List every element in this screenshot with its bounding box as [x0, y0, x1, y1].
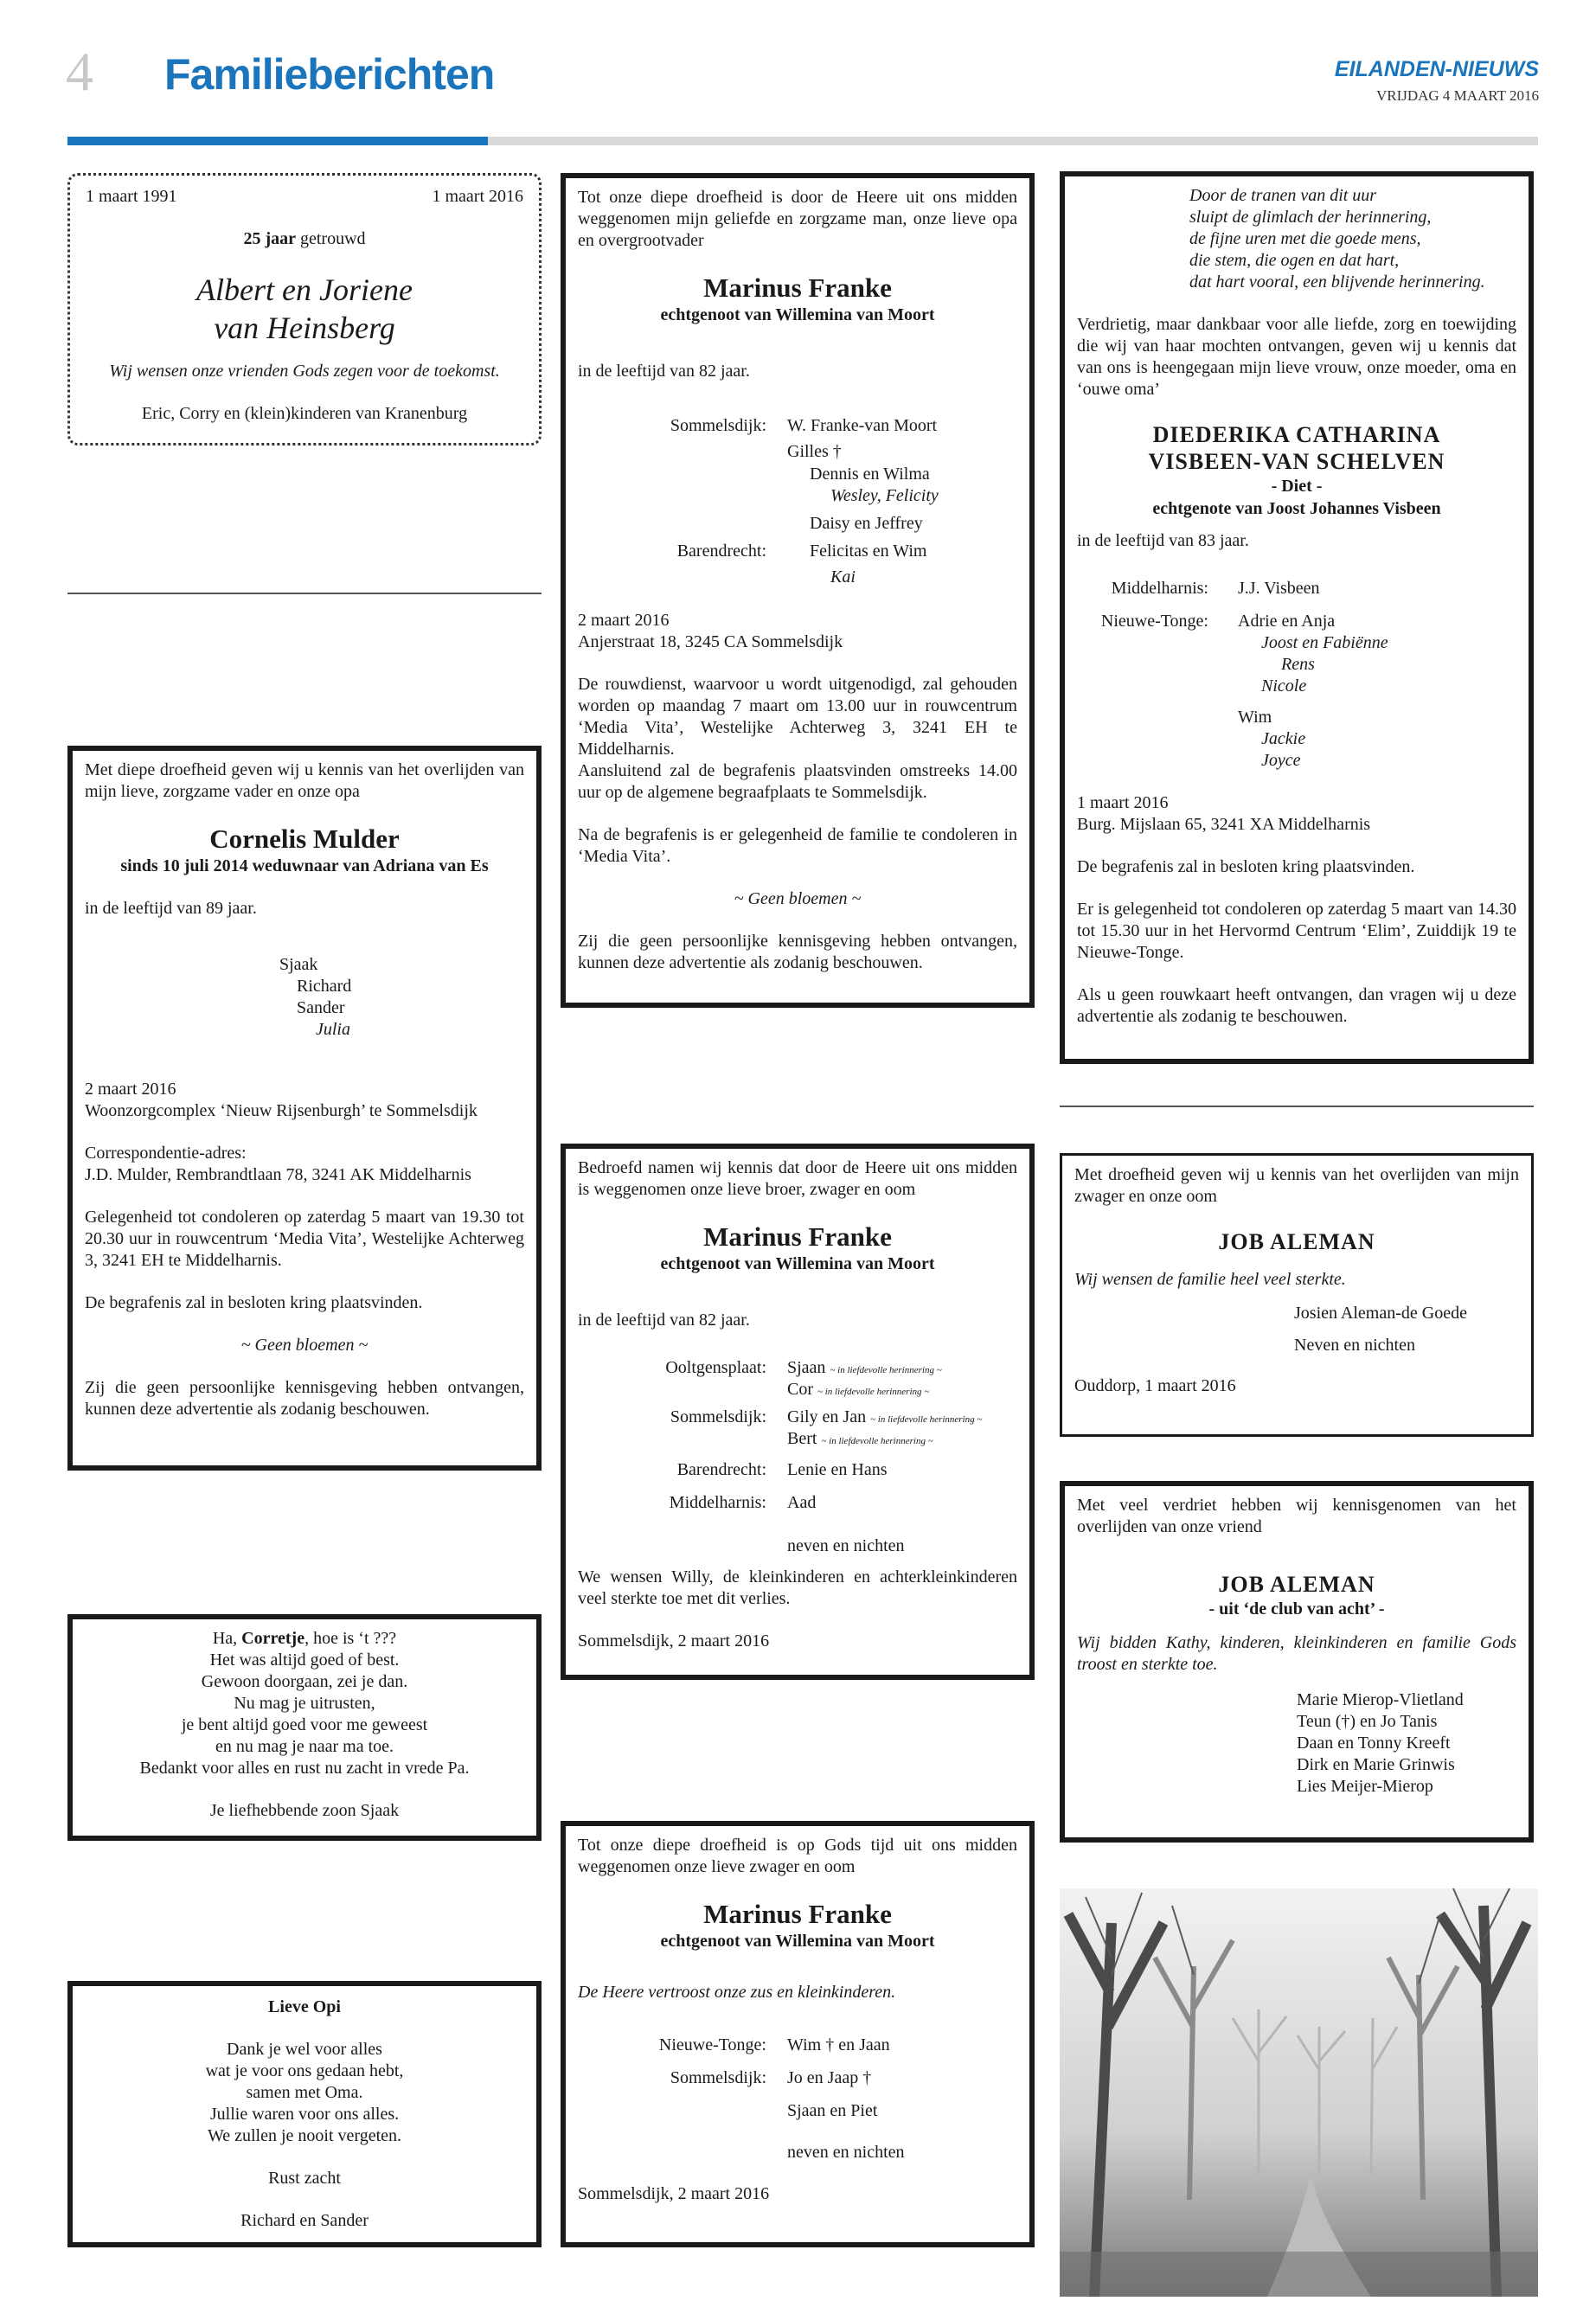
- franke3-subtitle: echtgenoot van Willemina van Moort: [660, 1932, 935, 1951]
- franke3-intro: Tot onze diepe droefheid is op Gods tijd uit ons midden weggenomen onze lieve zwager en oom: [578, 1836, 1017, 1876]
- franke2-place: Sommelsdijk:: [670, 1407, 766, 1426]
- franke1-burial: Aansluitend zal de begrafenis plaatsvinden omstreeks 14.00 uur op de algemene begraafplaats te Sommelsdijk.: [578, 761, 1017, 802]
- franke3-place: Sommelsdijk:: [670, 2068, 766, 2087]
- aleman2-signer: Marie Mierop-Vlietland: [1297, 1690, 1464, 1709]
- mulder-place: Woonzorgcomplex ‘Nieuw Rijsenburgh’ te Sommelsdijk: [85, 1101, 478, 1120]
- corretje-line: Het was altijd goed of best.: [209, 1650, 400, 1670]
- aleman1-signer: Josien Aleman-de Goede: [1294, 1304, 1467, 1323]
- anniversary-wish: Wij wensen onze vrienden Gods zegen voor de toekomst.: [109, 362, 500, 381]
- visbeen-place: Middelharnis:: [1111, 579, 1208, 598]
- franke1-family: W. Franke-van Moort: [787, 416, 938, 435]
- franke1-cards: Zij die geen persoonlijke kennisgeving hebben ontvangen, kunnen deze advertentie als zodanig beschouwen.: [578, 932, 1017, 972]
- corretje-line: Bedankt voor alles en rust nu zacht in vrede Pa.: [139, 1759, 470, 1778]
- franke3-name-row: Wim † en Jaan: [787, 2035, 890, 2054]
- mulder-cards: Zij die geen persoonlijke kennisgeving hebben ontvangen, kunnen deze advertentie als zodanig beschouwen.: [85, 1378, 524, 1419]
- mulder-date: 2 maart 2016: [85, 1080, 176, 1099]
- franke2-subtitle: echtgenoot van Willemina van Moort: [660, 1254, 935, 1273]
- visbeen-intro: Verdrietig, maar dankbaar voor alle liefde, zorg en toewijding die wij van haar mochten ontvangen, geven wij u kennis dat van ons is heengegaan mijn lieve vrouw, onze moeder, oma en ‘ouwe oma’: [1077, 315, 1516, 399]
- visbeen-family: Wim: [1238, 708, 1272, 727]
- column-rule: [1060, 1106, 1534, 1107]
- franke2-name-row: Lenie en Hans: [787, 1460, 888, 1479]
- aleman2-signer: Dirk en Marie Grinwis: [1297, 1755, 1455, 1774]
- franke1-family: Felicitas en Wim: [810, 542, 927, 561]
- anniversary-notice: [67, 173, 542, 445]
- franke3-name: Marinus Franke: [703, 1899, 892, 1929]
- franke1-intro: Tot onze diepe droefheid is door de Heere uit ons midden weggenomen mijn geliefde en zorgzame man, onze lieve opa en overgrootvader: [578, 188, 1017, 250]
- mulder-flowers: ~ Geen bloemen ~: [240, 1336, 369, 1355]
- franke2-intro: Bedroefd namen wij kennis dat door de Heere uit ons midden is weggenomen onze lieve broer, zwager en oom: [578, 1158, 1017, 1199]
- visbeen-condolence: Er is gelegenheid tot condoleren op zaterdag 5 maart van 14.30 tot 15.30 uur in het Hervormd Centrum ‘Elim’, Zuiddijk 19 te Nieuwe-Tonge.: [1077, 900, 1516, 962]
- anniversary-names-1: Albert en Joriene: [196, 272, 413, 307]
- column-rule: [67, 593, 542, 594]
- mulder-family: Sander: [297, 998, 345, 1017]
- anniversary-names-2: van Heinsberg: [214, 311, 395, 345]
- franke2-name: Marinus Franke: [703, 1221, 892, 1252]
- franke2-place: Middelharnis:: [669, 1493, 766, 1512]
- aleman1-intro: Met droefheid geven wij u kennis van het overlijden van mijn zwager en onze oom: [1074, 1165, 1519, 1206]
- opi-notice: [67, 1981, 542, 2247]
- franke1-name: Marinus Franke: [703, 272, 892, 303]
- opi-signature: Richard en Sander: [240, 2211, 369, 2230]
- mulder-notice: [67, 746, 542, 1471]
- franke2-name-row: neven en nichten: [787, 1536, 905, 1555]
- aleman2-subtitle: - uit ‘de club van acht’ -: [1208, 1599, 1385, 1618]
- franke1-flowers: ~ Geen bloemen ~: [734, 889, 862, 908]
- visbeen-poem-line: Door de tranen van dit uur: [1189, 186, 1377, 205]
- aleman2-intro: Met veel verdriet hebben wij kennisgenomen van het overlijden van onze vriend: [1077, 1496, 1516, 1536]
- visbeen-notice: [1060, 171, 1534, 1064]
- visbeen-family: J.J. Visbeen: [1238, 579, 1320, 598]
- aleman-notice-friends: [1060, 1481, 1534, 1843]
- mulder-name: Cornelis Mulder: [209, 824, 400, 854]
- issue-date: VRIJDAG 4 MAART 2016: [1375, 87, 1539, 104]
- corretje-line: Gewoon doorgaan, zei je dan.: [201, 1672, 408, 1691]
- mulder-funeral: De begrafenis zal in besloten kring plaatsvinden.: [85, 1293, 423, 1312]
- corretje-line: je bent altijd goed voor me geweest: [181, 1715, 428, 1734]
- franke1-family: Gilles †: [787, 442, 842, 461]
- aleman1-signer: Neven en nichten: [1294, 1336, 1415, 1355]
- aleman1-wish: Wij wensen de familie heel veel sterkte.: [1074, 1270, 1346, 1289]
- franke-notice-in-laws: [561, 1821, 1035, 2247]
- corretje-line: en nu mag je naar ma toe.: [215, 1737, 394, 1756]
- anniversary-date-right: 1 maart 2016: [432, 187, 523, 206]
- franke1-subtitle: echtgenoot van Willemina van Moort: [660, 305, 935, 324]
- corretje-notice: [67, 1614, 542, 1841]
- visbeen-family: Adrie en Anja: [1238, 612, 1336, 631]
- franke2-name-row: Cor ~ in liefdevolle herinnering ~: [787, 1380, 930, 1399]
- aleman2-name: JOB ALEMAN: [1218, 1572, 1375, 1597]
- mulder-corr-address: J.D. Mulder, Rembrandtlaan 78, 3241 AK Middelharnis: [85, 1165, 471, 1184]
- franke2-name-row: Bert ~ in liefdevolle herinnering ~: [787, 1429, 933, 1448]
- visbeen-name-1: DIEDERIKA CATHARINA: [1152, 422, 1441, 447]
- visbeen-cards: Als u geen rouwkaart heeft ontvangen, dan vragen wij u deze advertentie als zodanig te beschouwen.: [1077, 985, 1516, 1026]
- franke2-age: in de leeftijd van 82 jaar.: [578, 1311, 750, 1330]
- visbeen-subtitle: echtgenote van Joost Johannes Visbeen: [1152, 499, 1441, 518]
- franke-notice-siblings: [561, 1144, 1035, 1680]
- franke3-wish: De Heere vertroost onze zus en kleinkinderen.: [578, 1983, 896, 2002]
- franke2-wish: We wensen Willy, de kleinkinderen en achterkleinkinderen veel sterkte toe met dit verlies.: [578, 1567, 1017, 1608]
- franke2-name-row: Sjaan ~ in liefdevolle herinnering ~: [787, 1358, 942, 1377]
- visbeen-family: Nicole: [1261, 676, 1307, 695]
- header-rule-accent: [67, 137, 488, 145]
- franke2-name-row: Gily en Jan ~ in liefdevolle herinnering ~: [787, 1407, 983, 1426]
- section-title: Familieberichten: [164, 50, 495, 99]
- franke1-place: Sommelsdijk:: [670, 416, 766, 435]
- anniversary-date-left: 1 maart 1991: [86, 187, 177, 206]
- franke2-name-row: Aad: [787, 1493, 817, 1512]
- mulder-family: Richard: [297, 977, 352, 996]
- franke1-family: Dennis en Wilma: [810, 465, 930, 484]
- opi-line: wat je voor ons gedaan hebt,: [205, 2061, 404, 2080]
- opi-line: samen met Oma.: [246, 2083, 363, 2102]
- opi-line: Dank je wel voor alles: [227, 2040, 382, 2059]
- opi-title: Lieve Opi: [268, 1997, 341, 2016]
- mulder-corr-label: Correspondentie-adres:: [85, 1144, 247, 1163]
- visbeen-family: Rens: [1281, 655, 1315, 674]
- franke1-place: Barendrecht:: [676, 542, 766, 561]
- franke1-after: Na de begrafenis is er gelegenheid de familie te condoleren in ‘Media Vita’.: [578, 825, 1017, 866]
- aleman-notice-family: [1060, 1153, 1534, 1437]
- franke3-date: Sommelsdijk, 2 maart 2016: [578, 2184, 770, 2203]
- franke3-name-row: neven en nichten: [787, 2143, 905, 2162]
- mulder-age: in de leeftijd van 89 jaar.: [85, 899, 257, 918]
- visbeen-family: Joyce: [1261, 751, 1301, 770]
- franke2-place: Ooltgensplaat:: [665, 1358, 766, 1377]
- visbeen-family: Joost en Fabiënne: [1261, 633, 1388, 652]
- franke3-name-row: Sjaan en Piet: [787, 2101, 878, 2120]
- forest-trees-illustration: [1060, 1888, 1538, 2297]
- franke1-address: Anjerstraat 18, 3245 CA Sommelsdijk: [578, 632, 843, 651]
- mulder-family: Sjaak: [279, 955, 318, 974]
- visbeen-funeral: De begrafenis zal in besloten kring plaatsvinden.: [1077, 857, 1415, 876]
- anniversary-years: 25 jaar getrouwd: [243, 229, 366, 248]
- aleman2-signer: Teun (†) en Jo Tanis: [1297, 1712, 1438, 1731]
- visbeen-nickname: - Diet -: [1271, 477, 1323, 496]
- visbeen-age: in de leeftijd van 83 jaar.: [1077, 531, 1249, 550]
- corretje-line: Nu mag je uitrusten,: [234, 1694, 375, 1713]
- franke1-age: in de leeftijd van 82 jaar.: [578, 362, 750, 381]
- anniversary-senders: Eric, Corry en (klein)kinderen van Kranenburg: [141, 404, 468, 423]
- mulder-subtitle: sinds 10 juli 2014 weduwnaar van Adriana van Es: [120, 856, 489, 875]
- franke-notice-family: [561, 173, 1035, 1008]
- visbeen-poem-line: dat hart vooral, een blijvende herinnering.: [1189, 272, 1485, 292]
- franke1-family: Daisy en Jeffrey: [810, 514, 923, 533]
- franke3-place: Nieuwe-Tonge:: [658, 2035, 766, 2054]
- aleman2-signer: Lies Meijer-Mierop: [1297, 1777, 1433, 1796]
- aleman1-name: JOB ALEMAN: [1218, 1229, 1375, 1254]
- franke2-date: Sommelsdijk, 2 maart 2016: [578, 1631, 770, 1650]
- visbeen-place: Nieuwe-Tonge:: [1100, 612, 1208, 631]
- brand-logo: EILANDEN-NIEUWS: [1334, 57, 1539, 81]
- franke1-service: De rouwdienst, waarvoor u wordt uitgenodigd, zal gehouden worden op maandag 7 maart om 13.00 uur in rouwcentrum ‘Media Vita’, Westelijke Achterweg 3, 3241 EH te Middelharnis.: [578, 675, 1017, 759]
- franke1-family: Wesley, Felicity: [830, 486, 939, 505]
- visbeen-name-2: VISBEEN-VAN SCHELVEN: [1148, 449, 1445, 474]
- opi-line: We zullen je nooit vergeten.: [207, 2126, 402, 2145]
- visbeen-date: 1 maart 2016: [1077, 793, 1169, 812]
- corretje-greeting: Ha, Corretje, hoe is ‘t ???: [212, 1629, 397, 1648]
- opi-rest: Rust zacht: [268, 2169, 341, 2188]
- franke1-family: Kai: [830, 567, 856, 586]
- aleman2-signer: Daan en Tonny Kreeft: [1297, 1734, 1451, 1753]
- opi-line: Jullie waren voor ons alles.: [209, 2105, 400, 2124]
- franke2-place: Barendrecht:: [676, 1460, 766, 1479]
- aleman1-date: Ouddorp, 1 maart 2016: [1074, 1376, 1236, 1395]
- mulder-condolence: Gelegenheid tot condoleren op zaterdag 5 maart van 19.30 tot 20.30 uur in rouwcentrum ‘Media Vita’, Westelijke Achterweg 3, 3241 EH te Middelharnis.: [85, 1208, 524, 1270]
- aleman2-wish: Wij bidden Kathy, kinderen, kleinkinderen en familie Gods troost en sterkte toe.: [1077, 1633, 1516, 1674]
- visbeen-poem-line: de fijne uren met die goede mens,: [1189, 229, 1421, 248]
- page-number: 4: [66, 41, 93, 102]
- visbeen-address: Burg. Mijslaan 65, 3241 XA Middelharnis: [1077, 815, 1371, 834]
- mulder-family: Julia: [316, 1020, 350, 1039]
- forest-photo: [1060, 1888, 1538, 2297]
- mulder-intro: Met diepe droefheid geven wij u kennis van het overlijden van mijn lieve, zorgzame vader en onze opa: [85, 760, 524, 801]
- corretje-signature: Je liefhebbende zoon Sjaak: [209, 1801, 400, 1820]
- visbeen-poem-line: die stem, die ogen en dat hart,: [1189, 251, 1400, 270]
- franke3-name-row: Jo en Jaap †: [787, 2068, 872, 2087]
- franke1-date: 2 maart 2016: [578, 611, 670, 630]
- visbeen-family: Jackie: [1261, 729, 1306, 748]
- visbeen-poem-line: sluipt de glimlach der herinnering,: [1189, 208, 1432, 227]
